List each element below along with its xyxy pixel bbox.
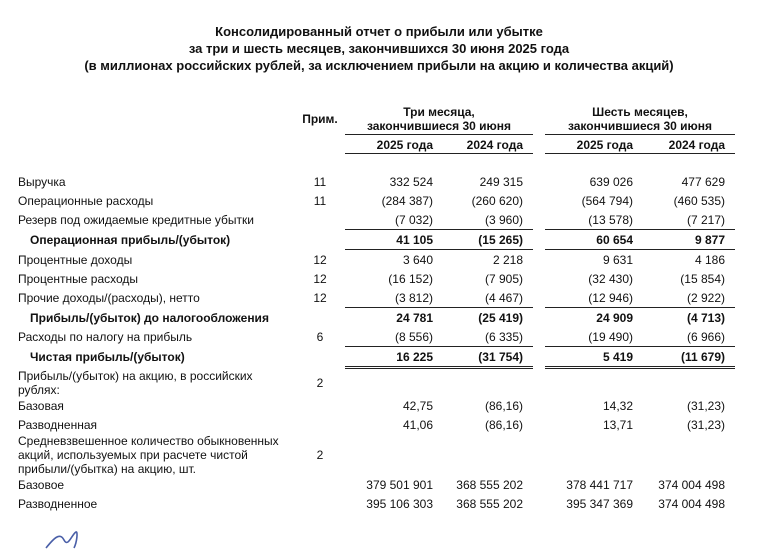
cell-value: (31 754) — [478, 350, 523, 364]
cell-value: 41,06 — [402, 418, 433, 432]
row-label: Расходы по налогу на прибыль — [18, 330, 193, 344]
cell-value: 4 186 — [694, 253, 725, 267]
cell-value: 374 004 498 — [658, 478, 725, 492]
six-months-header: Шесть месяцев, — [592, 105, 688, 119]
cell-value: 14,32 — [602, 399, 633, 413]
cell-value: (86,16) — [484, 399, 523, 413]
cell-value: (3 960) — [484, 213, 523, 227]
row-note: 11 — [313, 175, 327, 189]
shares-label: Средневзвешенное количество обыкновенных — [18, 434, 279, 448]
row-label: Чистая прибыль/(убыток) — [30, 350, 185, 364]
row-label: Операционная прибыль/(убыток) — [30, 233, 231, 247]
shares-note: 2 — [316, 448, 324, 462]
eps-label: рублях: — [18, 383, 60, 397]
cell-value: (15 854) — [680, 272, 725, 286]
cell-value: 477 629 — [681, 175, 725, 189]
cell-value: 395 106 303 — [366, 497, 433, 511]
cell-value: 13,71 — [602, 418, 633, 432]
row-note: 12 — [313, 291, 327, 305]
cell-value: (16 152) — [388, 272, 433, 286]
header-underline — [345, 153, 533, 154]
cell-value: (12 946) — [588, 291, 633, 305]
subtotal-line — [345, 229, 533, 230]
shares-label: акций, используемых при расчете чистой — [18, 448, 248, 462]
cell-value: 368 555 202 — [456, 478, 523, 492]
report-units: (в миллионах российских рублей, за исключением прибыли на акцию и количества акций) — [84, 58, 674, 73]
cell-value: (86,16) — [484, 418, 523, 432]
cell-value: (4 713) — [686, 311, 725, 325]
cell-value: (7 032) — [394, 213, 433, 227]
row-label: Операционные расходы — [18, 194, 154, 208]
cell-value: 395 347 369 — [566, 497, 633, 511]
three-months-subheader: закончившиеся 30 июня — [366, 119, 512, 133]
subtotal-line — [345, 249, 533, 250]
six-months-subheader: закончившиеся 30 июня — [567, 119, 713, 133]
cell-value: 5 419 — [602, 350, 633, 364]
cell-value: (19 490) — [588, 330, 633, 344]
cell-value: (8 556) — [394, 330, 433, 344]
cell-value: (2 922) — [686, 291, 725, 305]
cell-value: 368 555 202 — [456, 497, 523, 511]
cell-value: (4 467) — [484, 291, 523, 305]
row-note: 6 — [316, 330, 324, 344]
cell-value: (13 578) — [588, 213, 633, 227]
cell-value: 374 004 498 — [658, 497, 725, 511]
cell-value: (25 419) — [478, 311, 523, 325]
cell-value: 16 225 — [396, 350, 433, 364]
cell-value: (11 679) — [680, 350, 725, 364]
total-line — [545, 368, 735, 369]
cell-value: (32 430) — [588, 272, 633, 286]
report-title: Консолидированный отчет о прибыли или убытке — [215, 24, 543, 39]
cell-value: (284 387) — [381, 194, 433, 208]
cell-value: 9 877 — [694, 233, 725, 247]
eps-note: 2 — [316, 376, 324, 390]
subtotal-line — [345, 346, 533, 347]
cell-value: 60 654 — [596, 233, 633, 247]
cell-value: (564 794) — [581, 194, 633, 208]
row-label: Процентные расходы — [18, 272, 139, 286]
cell-value: 639 026 — [589, 175, 633, 189]
cell-value: (3 812) — [394, 291, 433, 305]
cell-value: (15 265) — [478, 233, 523, 247]
row-label: Выручка — [18, 175, 66, 189]
cell-value: 24 781 — [396, 311, 433, 325]
cell-value: 378 441 717 — [566, 478, 633, 492]
cell-value: (260 620) — [471, 194, 523, 208]
cell-value: 24 909 — [596, 311, 633, 325]
subtotal-line — [545, 249, 735, 250]
total-line — [345, 368, 533, 369]
cell-value: 332 524 — [389, 175, 433, 189]
cell-value: (7 217) — [686, 213, 725, 227]
cell-value: 9 631 — [602, 253, 633, 267]
header-divider — [345, 134, 533, 135]
total-line — [345, 366, 533, 367]
subtotal-line — [545, 307, 735, 308]
row-label: Прочие доходы/(расходы), нетто — [18, 291, 200, 305]
three-months-header: Три месяца, — [403, 105, 475, 119]
cell-value: 41 105 — [396, 233, 433, 247]
header-divider — [545, 134, 735, 135]
signature-scribble — [44, 528, 94, 550]
subtotal-line — [545, 229, 735, 230]
cell-value: (7 905) — [484, 272, 523, 286]
row-label: Разводненное — [18, 497, 98, 511]
header-underline — [545, 153, 735, 154]
cell-value: (6 966) — [686, 330, 725, 344]
total-line — [545, 366, 735, 367]
cell-value: (6 335) — [484, 330, 523, 344]
note-column-header: Прим. — [302, 112, 338, 126]
cell-value: 379 501 901 — [366, 478, 433, 492]
row-label: Разводненная — [18, 418, 98, 432]
row-label: Резерв под ожидаемые кредитные убытки — [18, 213, 254, 227]
cell-value: (31,23) — [686, 418, 725, 432]
shares-label: прибыли/(убытка) на акцию, шт. — [18, 462, 196, 476]
subtotal-line — [545, 346, 735, 347]
cell-value: 2 218 — [492, 253, 523, 267]
eps-label: Прибыль/(убыток) на акцию, в российских — [18, 369, 253, 383]
row-note: 12 — [313, 272, 327, 286]
year-2024-header: 2024 года — [466, 138, 523, 152]
report-period: за три и шесть месяцев, закончившихся 30 июня 2025 года — [188, 41, 570, 56]
row-label: Базовая — [18, 399, 64, 413]
cell-value: 42,75 — [402, 399, 433, 413]
row-label: Базовое — [18, 478, 65, 492]
cell-value: (31,23) — [686, 399, 725, 413]
subtotal-line — [345, 307, 533, 308]
year-2024-header: 2024 года — [668, 138, 725, 152]
cell-value: 3 640 — [402, 253, 433, 267]
year-2025-header: 2025 года — [376, 138, 433, 152]
row-note: 12 — [313, 253, 327, 267]
row-label: Процентные доходы — [18, 253, 133, 267]
cell-value: 249 315 — [479, 175, 523, 189]
cell-value: (460 535) — [673, 194, 725, 208]
row-note: 11 — [313, 194, 327, 208]
year-2025-header: 2025 года — [576, 138, 633, 152]
row-label: Прибыль/(убыток) до налогообложения — [30, 311, 269, 325]
